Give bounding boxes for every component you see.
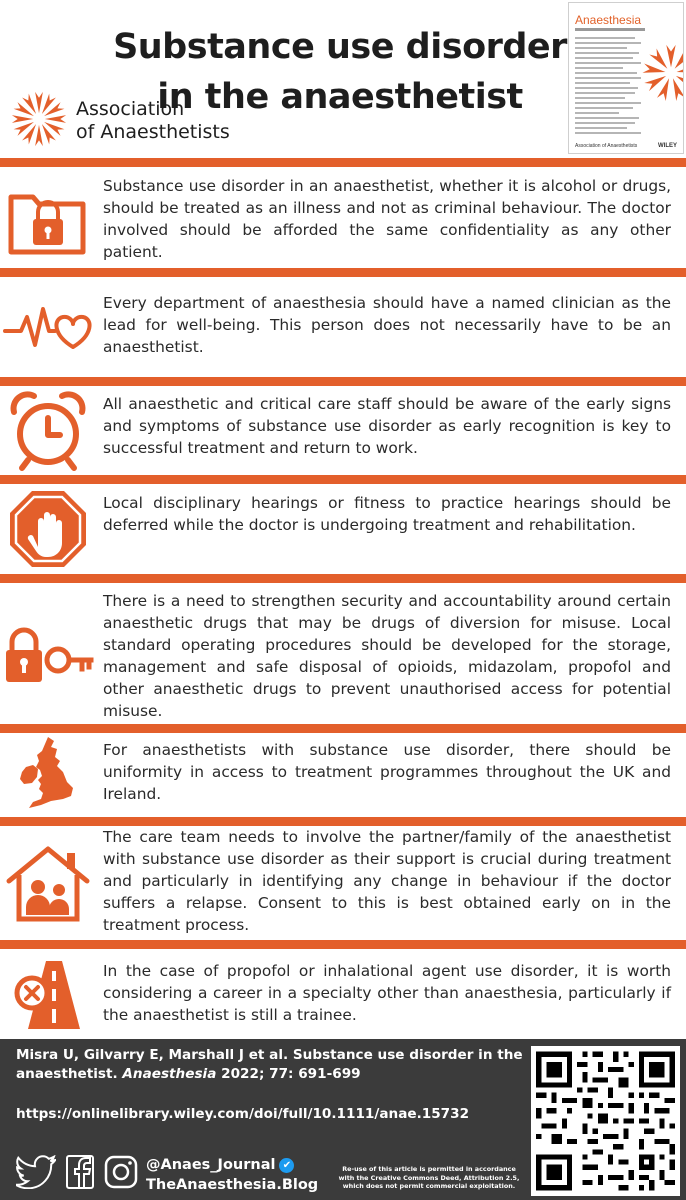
article-link[interactable]: https://onlinelibrary.wiley.com/doi/full/10.1111/anae.15732 — [16, 1106, 470, 1122]
journal-cover-flower-icon — [641, 43, 684, 103]
divider — [0, 574, 686, 583]
recommendation-text: In the case of propofol or inhalational agent use disorder, it is worth considering a career in a specialty other than anaesthesia, particularly if the anaesthetist is still a trainee. — [103, 962, 671, 1024]
recommendation-text: All anaesthetic and critical care staff should be aware of the early signs and symptoms of substance use disorder as early recognition is key to successful treatment and return to work. — [103, 395, 671, 457]
citation — [16, 1046, 526, 1084]
twitter-handle[interactable]: @Anaes_Journal — [146, 1157, 276, 1173]
association-name — [76, 98, 230, 144]
stop-hand-icon — [0, 488, 96, 570]
recommendation-text: Every department of anaesthesia should have a named clinician as the lead for well-being. This person does not necessarily have to be an anaesthetist. — [103, 294, 671, 356]
footer — [0, 1039, 686, 1200]
journal-cover-association: Association of Anaesthetists — [575, 143, 638, 149]
recommendation-text: Local disciplinary hearings or fitness to practice hearings should be deferred while the doctor is undergoing treatment and rehabilitation. — [103, 494, 671, 534]
citation-details: 2022; 77: 691-699 — [216, 1066, 361, 1082]
divider — [0, 158, 686, 167]
heartbeat-icon — [0, 287, 96, 367]
blog-link[interactable]: TheAnaesthesia.Blog — [146, 1177, 319, 1193]
instagram-icon[interactable] — [104, 1155, 138, 1189]
recommendation-defer-hearings — [0, 484, 686, 574]
recommendation-early-recognition — [0, 386, 686, 475]
divider — [0, 475, 686, 484]
recommendation-wellbeing-lead — [0, 277, 686, 377]
divider — [0, 724, 686, 733]
divider — [0, 268, 686, 277]
career-road-icon — [0, 955, 96, 1035]
journal-cover-thumbnail — [568, 2, 684, 154]
recommendation-text: The care team needs to involve the partner/family of the anaesthetist with substance use disorder as their support is crucial during treatment and particularly in identifying any change in behaviour if the doctor suffers a relapse. Consent to this is best obtained early on in the treatment process. — [103, 828, 671, 934]
qr-code[interactable] — [531, 1046, 680, 1196]
divider — [0, 377, 686, 386]
association-logo-icon — [8, 88, 70, 150]
association-name-line-1: Association — [76, 98, 185, 120]
journal-cover-publisher: WILEY — [658, 143, 677, 149]
recommendation-text: There is a need to strengthen security and accountability around certain anaesthetic drugs that may be drugs of diversion for misuse. Local standard operating procedures should be developed for the storage, management and safe disposal of opioids, midazolam, propofol and other anaesthetic drugs to prevent unauthorised access for potential misuse. — [103, 592, 671, 720]
lock-and-key-icon — [0, 617, 96, 693]
citation-authors: Misra U, Gilvarry E, Marshall J et al. Substance use disorder in the anaesthetist. — [16, 1047, 523, 1082]
citation-journal: Anaesthesia — [122, 1066, 217, 1082]
divider — [0, 817, 686, 826]
recommendation-drug-security — [0, 583, 686, 724]
journal-cover-contents — [575, 37, 641, 137]
journal-cover-subtitle-bar — [575, 28, 645, 31]
header — [0, 0, 686, 158]
recommendation-family-involvement — [0, 826, 686, 940]
recommendation-confidentiality — [0, 167, 686, 268]
verified-badge-icon: ✔ — [279, 1158, 294, 1173]
recommendation-uniform-access — [0, 733, 686, 817]
title-line-2: in the anaesthetist — [157, 77, 523, 117]
recommendation-text: Substance use disorder in an anaesthetist, whether it is alcohol or drugs, should be treated as an illness and not as criminal behaviour. The doctor involved should be afforded the same confidentiality as any other patient. — [103, 177, 671, 261]
social-handles — [146, 1155, 318, 1195]
divider — [0, 940, 686, 949]
association-name-line-2: of Anaesthetists — [76, 121, 230, 143]
license-notice: Re-use of this article is permitted in accordance with the Creative Commons Deed, Attribution 2.5, which does not permit commercial exploitation. — [338, 1165, 520, 1190]
folder-lock-icon — [0, 182, 96, 262]
recommendation-text: For anaesthetists with substance use disorder, there should be uniformity in access to treatment programmes throughout the UK and Ireland. — [103, 741, 671, 803]
facebook-icon[interactable] — [66, 1155, 94, 1189]
title-line-1: Substance use disorder — [113, 27, 567, 67]
twitter-icon[interactable] — [16, 1155, 56, 1189]
social-icons — [16, 1154, 138, 1190]
alarm-clock-icon — [0, 388, 96, 474]
family-home-icon — [0, 840, 96, 926]
uk-ireland-map-icon — [0, 735, 96, 815]
journal-cover-title: Anaesthesia — [575, 13, 642, 27]
recommendation-career-change — [0, 949, 686, 1039]
